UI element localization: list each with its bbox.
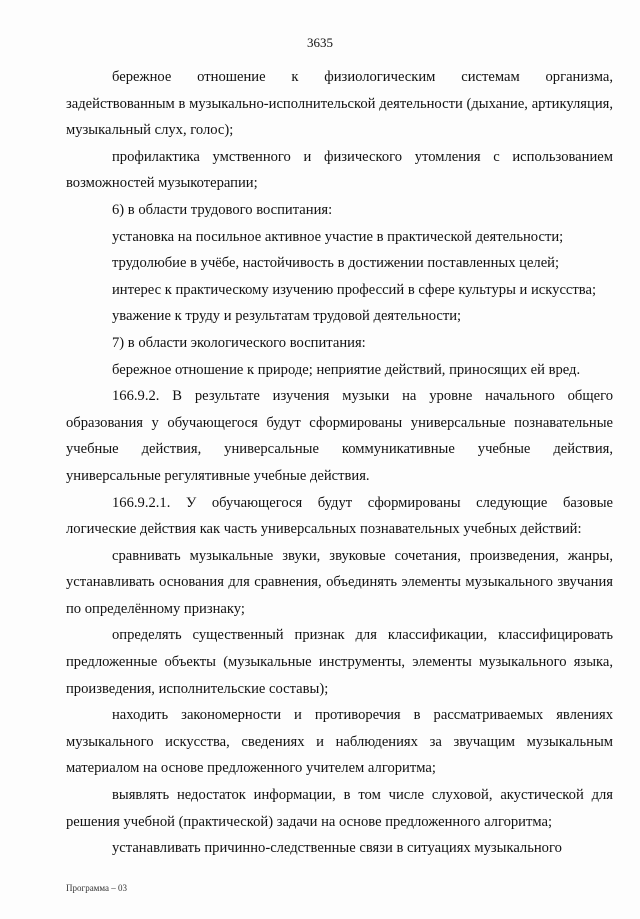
paragraph: установка на посильное активное участие в практической деятельности; (112, 228, 564, 245)
paragraph: 166.9.2.1. У обучающегося будут сформированы следующие базовые логические действия как часть универсальных познавательных учебных действий: (66, 494, 613, 538)
paragraph: уважение к труду и результатам трудовой деятельности; (112, 308, 462, 325)
paragraph: выявлять недостаток информации, в том числе слуховой, акустической для решения учебной (практической) задачи на основе предложенного алгоритма; (66, 787, 613, 830)
paragraph: бережное отношение к физиологическим системам организма, задействованным в музыкально-исполнительской деятельности (дыхание, артикуляция, музыкальный слух, голос); (66, 69, 613, 139)
footer-note: Программа – 03 (66, 883, 128, 893)
page-number: 3635 (307, 35, 333, 50)
paragraph: устанавливать причинно-следственные связи в ситуациях музыкального (112, 840, 562, 857)
paragraph: 7) в области экологического воспитания: (112, 334, 366, 351)
paragraph: 6) в области трудового воспитания: (112, 201, 333, 218)
paragraph: бережное отношение к природе; неприятие действий, приносящих ей вред. (112, 361, 581, 378)
paragraph: определять существенный признак для классификации, классифицировать предложенные объекты (музыкальные инструменты, элементы музыкального языка, произведения, исполнительские составы); (66, 627, 613, 697)
paragraph: профилактика умственного и физического утомления с использованием возможностей музыкотерапии; (66, 148, 613, 192)
paragraph: интерес к практическому изучению профессий в сфере культуры и искусства; (112, 281, 597, 298)
paragraph: 166.9.2. В результате изучения музыки на уровне начального общего образования у обучающегося будут сформированы универсальные познавательные учебные действия, универсальные коммуникативные учебные действия, универсальные регулятивные учебные действия. (66, 388, 613, 484)
document-body (66, 64, 613, 862)
paragraph: находить закономерности и противоречия в рассматриваемых явлениях музыкального искусства, сведениях и наблюдениях за звучащим музыкальным материалом на основе предложенного учителем алгоритма; (66, 707, 613, 777)
paragraph: трудолюбие в учёбе, настойчивость в достижении поставленных целей; (112, 255, 560, 272)
paragraph: сравнивать музыкальные звуки, звуковые сочетания, произведения, жанры, устанавливать основания для сравнения, объединять элементы музыкального звучания по определённому признаку; (66, 547, 613, 617)
